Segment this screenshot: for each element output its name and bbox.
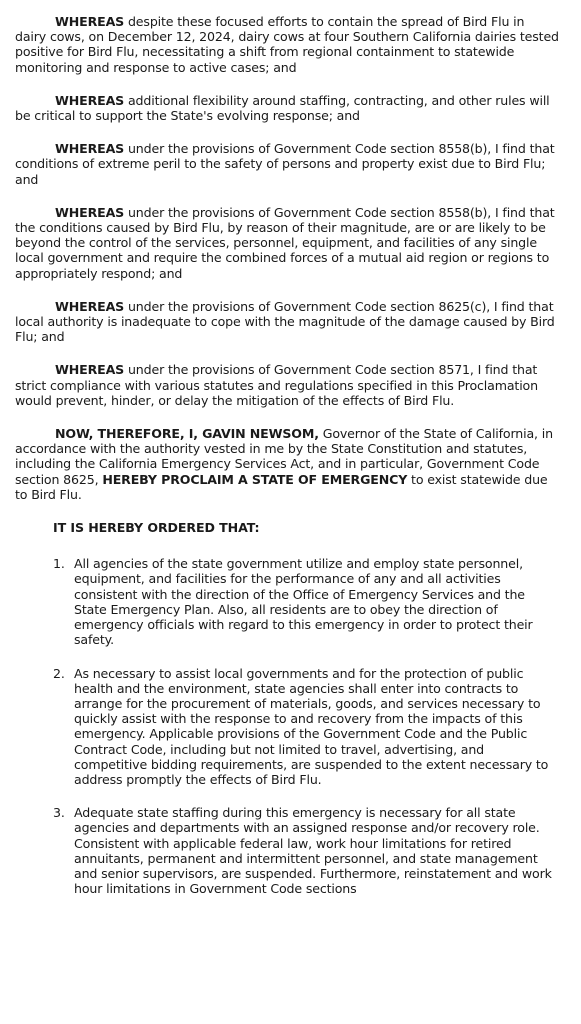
whereas-paragraph (15, 299, 559, 345)
whereas-lead: WHEREAS (55, 14, 125, 29)
order-number: 2. (53, 665, 65, 681)
whereas-lead: WHEREAS (55, 204, 125, 220)
proclamation-emphasis: HEREBY PROCLAIM A STATE OF EMERGENCY (102, 471, 408, 487)
whereas-lead: WHEREAS (55, 92, 125, 108)
whereas-text: despite these focused efforts to contain the spread of Bird Flu in dairy cows, on December 12, 2024, dairy cows at four Southern California dairies tested positive for Bird Flu, necessitating a shift from regional containment to statewide monitoring and response to active cases; and (15, 14, 559, 75)
whereas-paragraph (15, 205, 559, 281)
proclamation-paragraph (15, 426, 559, 502)
whereas-paragraph (15, 93, 559, 123)
order-number: 1. (53, 556, 65, 572)
whereas-lead: WHEREAS (55, 298, 125, 314)
order-number: 3. (53, 805, 65, 821)
whereas-text: under the provisions of Government Code section 8558(b), I find that the conditions caused by Bird Flu, by reason of their magnitude, are or are likely to be beyond the control of the services, personnel, equipment, and facilities of any single local government and require the combined forces of a mutual aid region or regions to appropriately respond; and (15, 204, 555, 281)
whereas-lead: WHEREAS (55, 141, 125, 157)
order-item (15, 556, 559, 647)
whereas-paragraph (15, 14, 559, 75)
proclamation-lead: NOW, THEREFORE, I, GAVIN NEWSOM, (55, 426, 319, 442)
proclamation-tail: to exist statewide due to Bird Flu. (15, 471, 548, 502)
ordered-heading: IT IS HEREBY ORDERED THAT: (53, 520, 260, 536)
order-text: As necessary to assist local governments and for the protection of public health and the environment, state agencies shall enter into contracts to arrange for the procurement of materials, goods, and services necessary to quickly assist with the response to and recovery from the impacts of this emergency. Applicable provisions of the Government Code and the Public Contract Code, including but not limited to travel, advertising, and competitive bidding requirements, are suspended to the extent necessary to address promptly the effects of Bird Flu. (74, 665, 549, 787)
whereas-paragraph (15, 141, 559, 187)
whereas-text: under the provisions of Government Code section 8558(b), I find that conditions of extreme peril to the safety of persons and property exist due to Bird Flu; and (15, 141, 555, 187)
whereas-text: additional flexibility around staffing, contracting, and other rules will be critical to support the State's evolving response; and (15, 92, 550, 124)
order-text: All agencies of the state government utilize and employ state personnel, equipment, and facilities for the performance of any and all activities consistent with the direction of the Office of Emergency Services and the State Emergency Plan. Also, all residents are to obey the direction of emergency officials with regard to this emergency in order to protect their safety. (74, 556, 533, 648)
order-text: Adequate state staffing during this emergency is necessary for all state agencies and departments with an assigned response and/or recovery role. Consistent with applicable federal law, work hour limitations for retired annuitants, permanent and intermittent personnel, and state management and senior supervisors, are suspended. Furthermore, reinstatement and work hour limitations in Government Code sections (74, 805, 552, 897)
orders-list (15, 556, 559, 896)
order-item (15, 666, 559, 788)
whereas-paragraph (15, 362, 559, 408)
order-item (15, 805, 559, 896)
whereas-lead: WHEREAS (55, 362, 125, 378)
proclamation-text: Governor of the State of California, in accordance with the authority vested in me by the State Constitution and statutes, including the California Emergency Services Act, and in particular, Government Code section 8625, (15, 426, 553, 487)
whereas-text: under the provisions of Government Code section 8625(c), I find that local authority is inadequate to cope with the magnitude of the damage caused by Bird Flu; and (15, 298, 555, 345)
whereas-text: under the provisions of Government Code section 8571, I find that strict compliance with various statutes and regulations specified in this Proclamation would prevent, hinder, or delay the mitigation of the effects of Bird Flu. (15, 362, 538, 408)
